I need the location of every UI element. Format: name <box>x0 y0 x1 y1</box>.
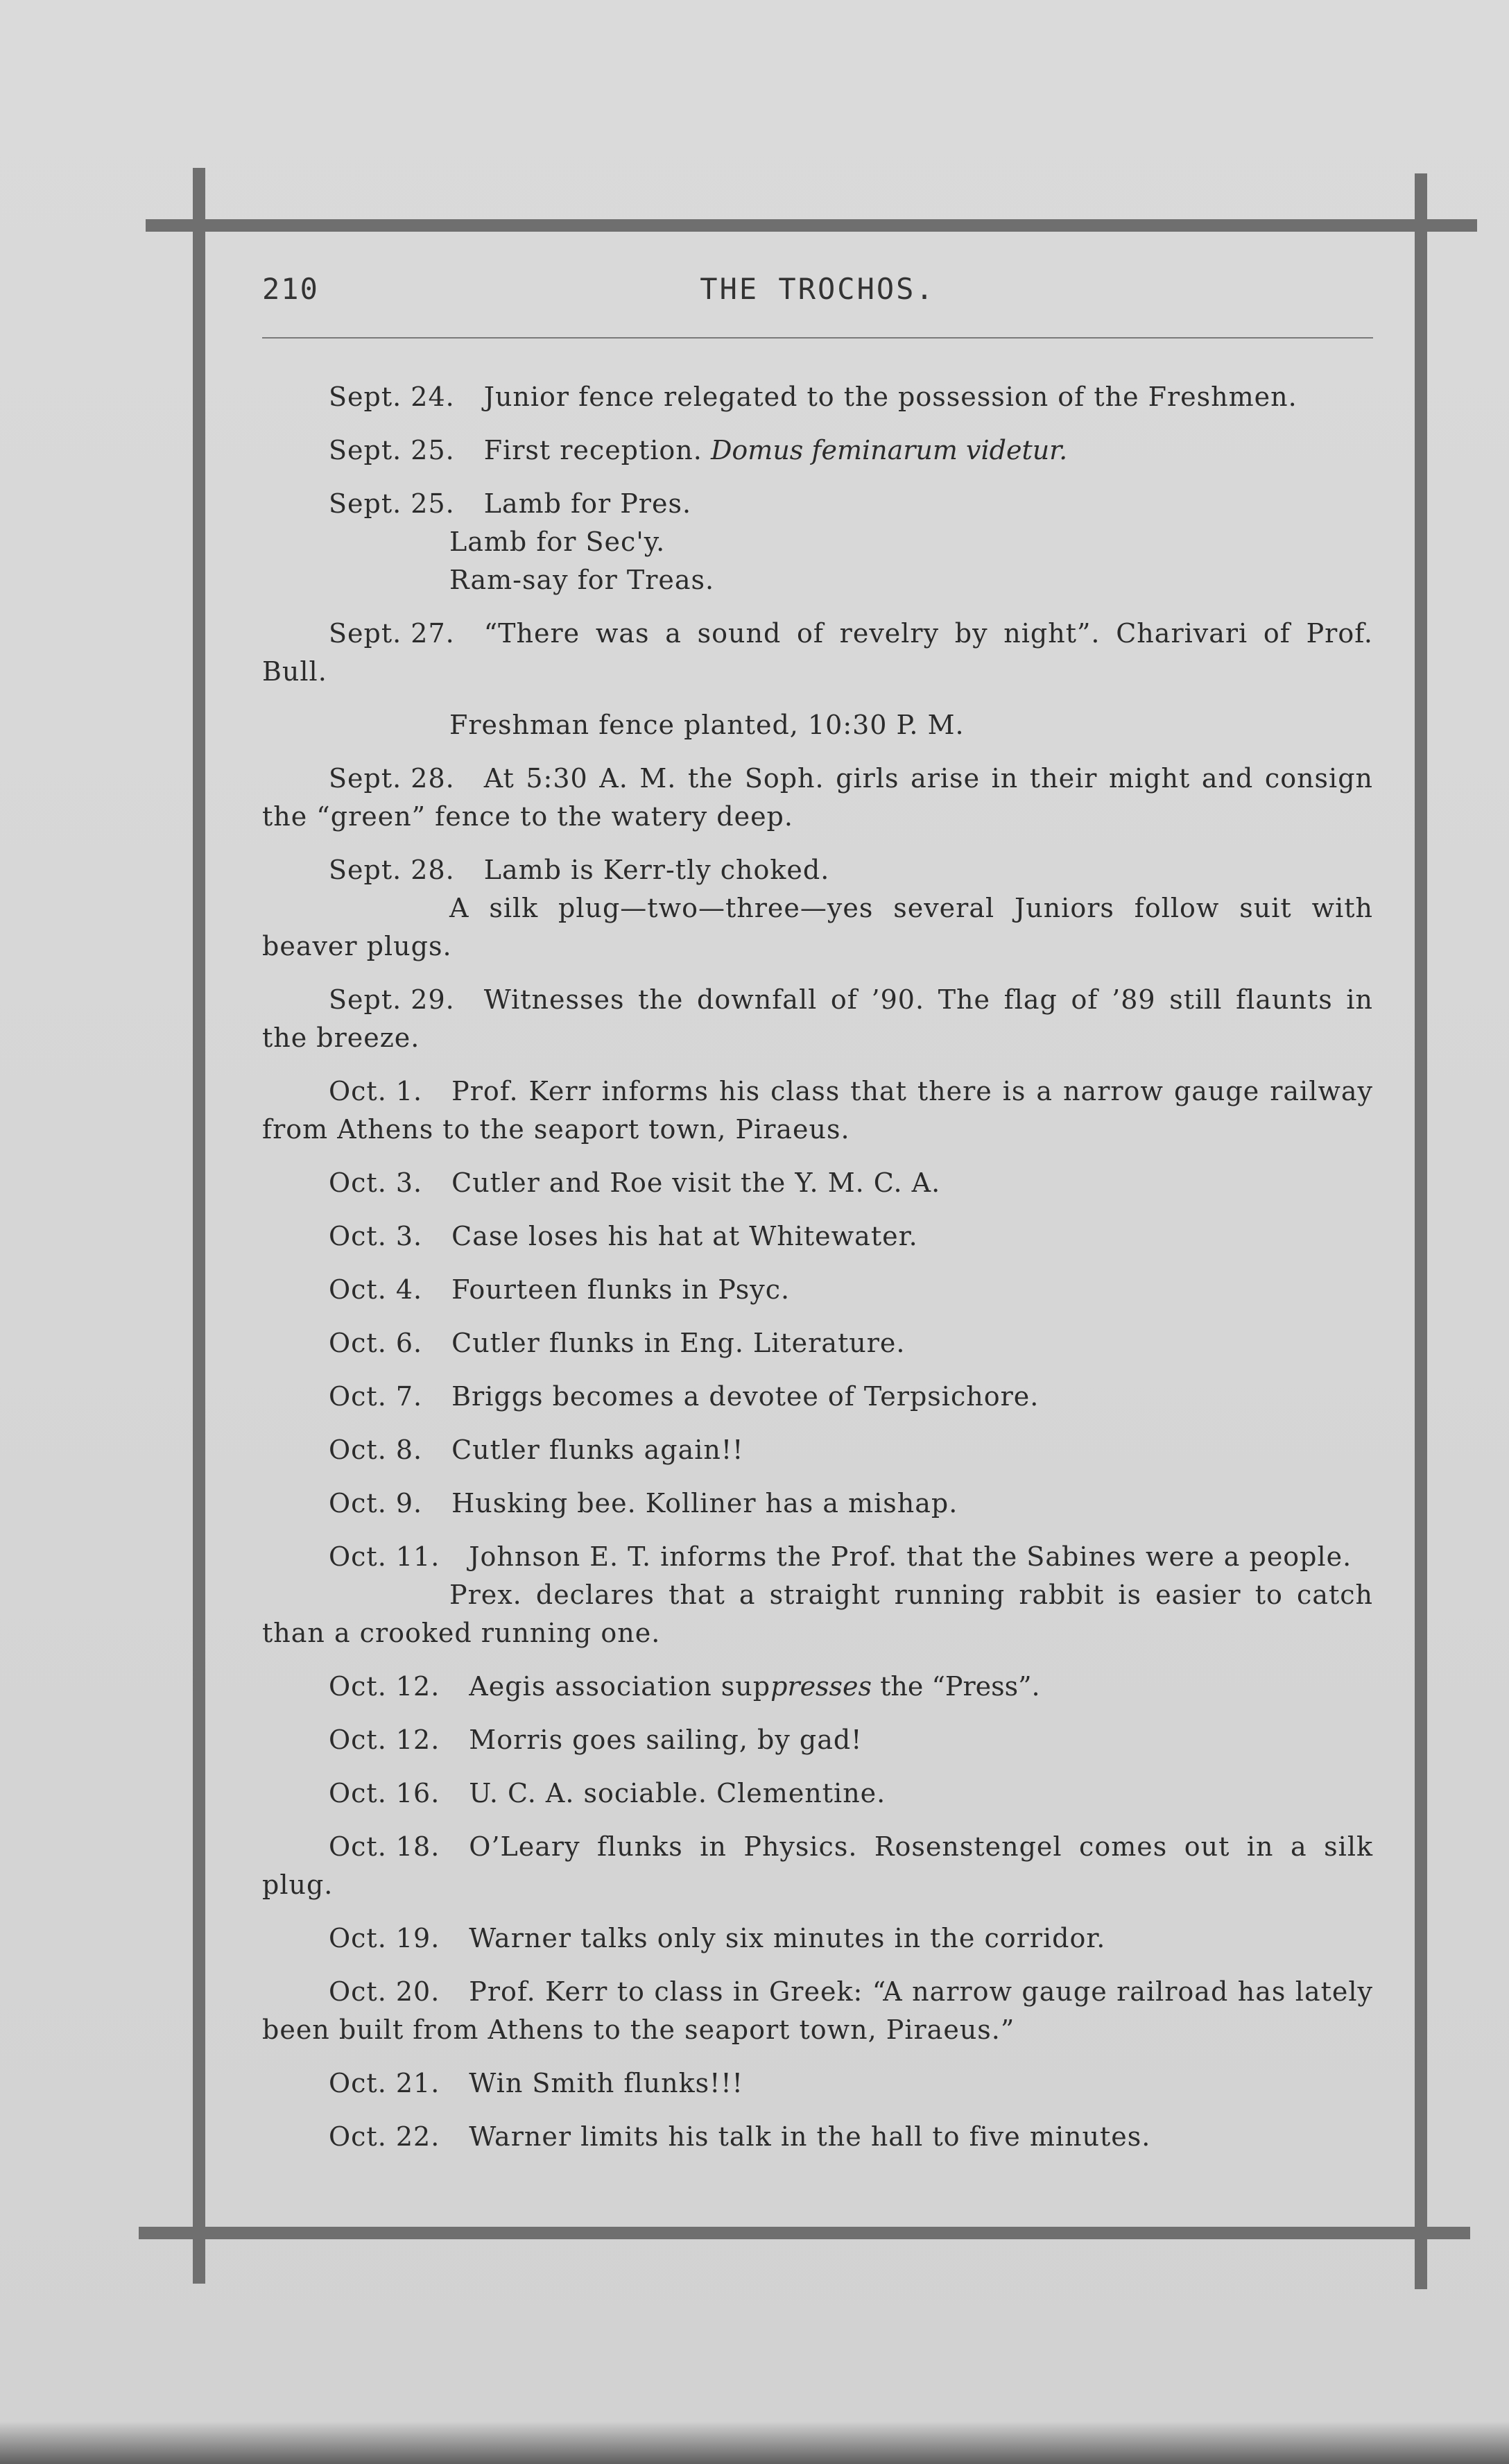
entry <box>262 1721 1373 1759</box>
entry-date: Oct. 12. <box>329 1671 440 1702</box>
entry <box>262 1919 1373 1958</box>
frame-bottom-rule <box>139 2227 1470 2239</box>
header-divider <box>262 337 1373 339</box>
entry <box>262 1271 1373 1309</box>
entry <box>262 1774 1373 1813</box>
entry-text-italic: Domus feminarum videtur. <box>710 435 1068 465</box>
entry-date: Oct. 16. <box>329 1778 440 1808</box>
entry-date: Sept. 24. <box>329 382 455 412</box>
entry-text: Fourteen flunks in Psyc. <box>451 1274 791 1305</box>
entry <box>262 1378 1373 1416</box>
entry <box>262 485 1373 599</box>
entry <box>262 1164 1373 1202</box>
entry <box>262 1973 1373 2049</box>
entry-date: Oct. 4. <box>329 1274 423 1305</box>
entry <box>262 1072 1373 1149</box>
entry-date: Oct. 8. <box>329 1435 423 1465</box>
entry-text: Prof. Kerr to class in Greek: “A narrow gauge railroad has lately been built from Athens to the seaport town, Piraeus.” <box>262 1976 1373 2045</box>
entry <box>262 1668 1373 1706</box>
entry-text: Warner talks only six minutes in the corridor. <box>469 1923 1106 1953</box>
entry-date: Oct. 18. <box>329 1831 440 1862</box>
entry-date: Oct. 20. <box>329 1976 440 2007</box>
entry <box>262 1538 1373 1652</box>
entry-date: Oct. 22. <box>329 2121 440 2152</box>
frame-right-rule <box>1415 173 1427 2289</box>
entry <box>262 1485 1373 1523</box>
entry-date: Sept. 29. <box>329 984 455 1015</box>
entry-date: Sept. 28. <box>329 855 455 885</box>
entry-date: Oct. 9. <box>329 1488 423 1518</box>
entry <box>262 431 1373 470</box>
entry-text: Cutler flunks again!! <box>451 1435 744 1465</box>
entry-date: Oct. 19. <box>329 1923 440 1953</box>
entry <box>262 378 1373 416</box>
entry-date: Oct. 21. <box>329 2068 440 2098</box>
entry-text: Cutler and Roe visit the Y. M. C. A. <box>451 1167 941 1198</box>
entry-text: Prof. Kerr informs his class that there is a narrow gauge railway from Athens to the seaport town, Piraeus. <box>262 1076 1373 1145</box>
entry-text-italic: presses <box>770 1671 872 1702</box>
entry-date: Sept. 28. <box>329 763 455 794</box>
entry-date: Oct. 12. <box>329 1725 440 1755</box>
entry-text: Win Smith flunks!!! <box>469 2068 743 2098</box>
entry <box>262 615 1373 744</box>
entry-text: Cutler flunks in Eng. Literature. <box>451 1328 906 1358</box>
entry-line: Freshman fence planted, 10:30 P. M. <box>449 710 965 740</box>
entry <box>262 1324 1373 1362</box>
entry <box>262 851 1373 966</box>
entry-line: Prex. declares that a straight running rabbit is easier to catch than a crooked running one. <box>262 1580 1373 1648</box>
entry-text: Aegis association sup <box>469 1671 771 1702</box>
entry-text: At 5:30 A. M. the Soph. girls arise in their might and consign the “green” fence to the watery deep. <box>262 763 1373 832</box>
entry-text: Husking bee. Kolliner has a mishap. <box>451 1488 958 1518</box>
frame-top-rule <box>146 219 1477 232</box>
entry-text: First reception. <box>483 435 702 465</box>
entry-date: Sept. 25. <box>329 435 455 465</box>
entry <box>262 2118 1373 2156</box>
entry-text: Junior fence relegated to the possession of the Freshmen. <box>483 382 1297 412</box>
entry-date: Oct. 3. <box>329 1167 423 1198</box>
entry-text: “There was a sound of revelry by night”. Charivari of Prof. Bull. <box>262 618 1373 687</box>
entry-line: Ram-say for Treas. <box>449 565 715 595</box>
entry-text: O’Leary flunks in Physics. Rosenstengel comes out in a silk plug. <box>262 1831 1373 1900</box>
entry-date: Oct. 3. <box>329 1221 423 1251</box>
entry-date: Oct. 6. <box>329 1328 423 1358</box>
entry-line: Lamb for Sec'y. <box>449 527 666 557</box>
page-number: 210 <box>262 272 319 306</box>
entry-text: Witnesses the downfall of ’90. The flag of ’89 still flaunts in the breeze. <box>262 984 1373 1053</box>
entry <box>262 760 1373 836</box>
entry-text: Johnson E. T. informs the Prof. that the Sabines were a people. <box>469 1541 1352 1572</box>
entry-line: A silk plug—two—three—yes several Juniors follow suit with beaver plugs. <box>262 893 1373 961</box>
entry-date: Sept. 25. <box>329 488 455 519</box>
entry-text: Lamb is Kerr-tly choked. <box>483 855 830 885</box>
entry <box>262 2064 1373 2103</box>
entry-text: Lamb for Pres. <box>483 488 692 519</box>
entry-text: Case loses his hat at Whitewater. <box>451 1221 918 1251</box>
entry <box>262 1431 1373 1469</box>
frame-left-rule <box>193 168 205 2284</box>
entry <box>262 1828 1373 1904</box>
scan-edge-shadow <box>0 2421 1509 2464</box>
running-head: THE TROCHOS. <box>700 272 935 306</box>
entry-text: Morris goes sailing, by gad! <box>469 1725 863 1755</box>
entry-date: Oct. 1. <box>329 1076 423 1106</box>
entry-date: Sept. 27. <box>329 618 455 649</box>
entry <box>262 1217 1373 1256</box>
chronicle-entries <box>262 378 1373 2171</box>
entry-date: Oct. 11. <box>329 1541 440 1572</box>
entry-text: U. C. A. sociable. Clementine. <box>469 1778 886 1808</box>
page-header <box>262 272 1373 314</box>
entry <box>262 981 1373 1057</box>
entry-date: Oct. 7. <box>329 1381 423 1412</box>
entry-text: Briggs becomes a devotee of Terpsichore. <box>451 1381 1040 1412</box>
entry-text-tail: the “Press”. <box>872 1671 1040 1702</box>
entry-text: Warner limits his talk in the hall to five minutes. <box>469 2121 1151 2152</box>
